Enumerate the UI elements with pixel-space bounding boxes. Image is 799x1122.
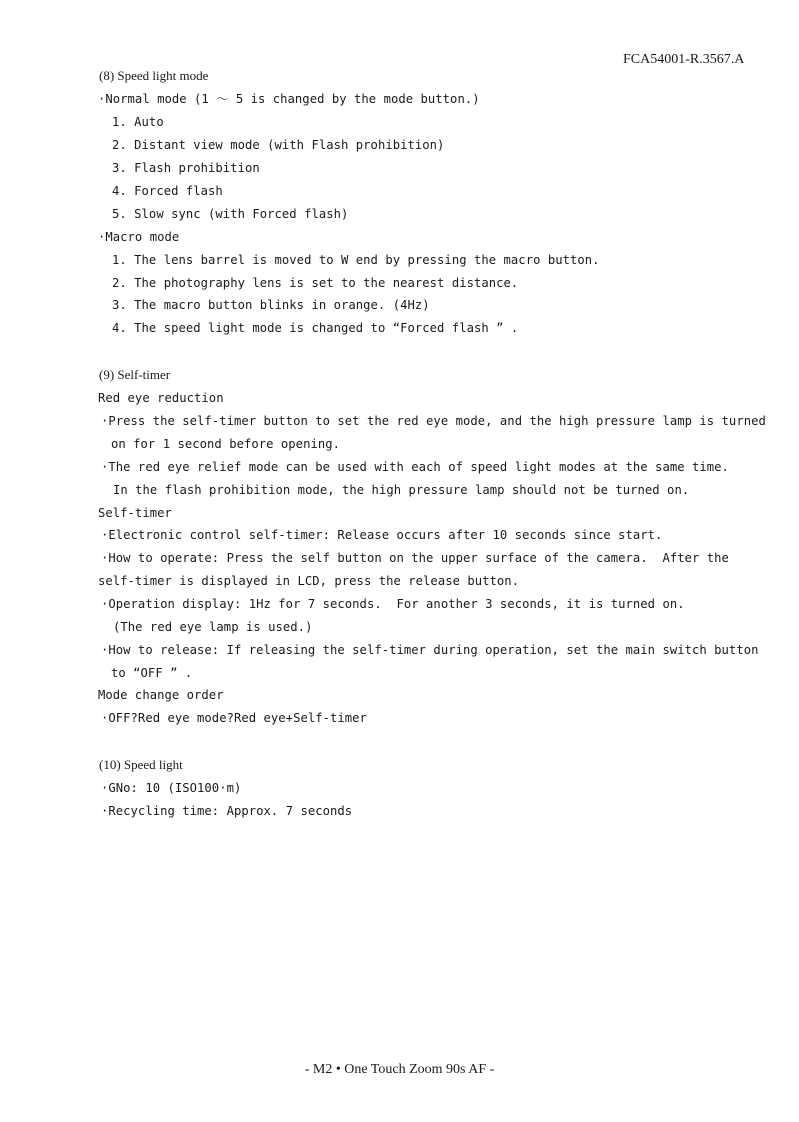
document-id: FCA54001-R.3567.A (623, 52, 745, 67)
macro-item: 4. The speed light mode is changed to “Forced flash ” . (112, 321, 519, 335)
self-timer-heading: Self-timer (98, 506, 172, 520)
section-9-title: (9) Self-timer (99, 367, 171, 382)
section-10-title: (10) Speed light (99, 757, 183, 772)
normal-item: 2. Distant view mode (with Flash prohibition) (112, 138, 445, 152)
red-eye-heading: Red eye reduction (98, 391, 224, 405)
speed-light-line: ·GNo: 10 (ISO100·m) (101, 781, 242, 795)
page-footer: - M2 • One Touch Zoom 90s AF - (304, 1062, 495, 1077)
self-timer-line: ·How to release: If releasing the self-timer during operation, set the main switch button (101, 643, 759, 657)
self-timer-line: (The red eye lamp is used.) (113, 620, 313, 634)
macro-item: 3. The macro button blinks in orange. (4Hz) (112, 298, 430, 312)
speed-light-line: ·Recycling time: Approx. 7 seconds (101, 804, 353, 818)
self-timer-line: ·How to operate: Press the self button on the upper surface of the camera. After the (101, 551, 729, 565)
self-timer-line: ·Operation display: 1Hz for 7 seconds. For another 3 seconds, it is turned on. (101, 597, 685, 611)
red-eye-line: In the flash prohibition mode, the high pressure lamp should not be turned on. (113, 483, 690, 497)
section-8-title: (8) Speed light mode (99, 68, 209, 83)
mode-change-line: ·OFF?Red eye mode?Red eye+Self-timer (101, 711, 367, 725)
mode-change-heading: Mode change order (98, 688, 224, 702)
macro-item: 2. The photography lens is set to the nearest distance. (112, 276, 519, 290)
self-timer-line: to “OFF ” . (111, 666, 193, 680)
red-eye-line: on for 1 second before opening. (111, 437, 341, 451)
normal-item: 1. Auto (112, 115, 164, 129)
red-eye-line: ·The red eye relief mode can be used with each of speed light modes at the same time. (101, 460, 729, 474)
macro-mode-line: ·Macro mode (98, 230, 180, 244)
normal-mode-line: ·Normal mode (1 ～ 5 is changed by the mode button.) (98, 92, 480, 106)
macro-item: 1. The lens barrel is moved to W end by pressing the macro button. (112, 253, 600, 267)
red-eye-line: ·Press the self-timer button to set the red eye mode, and the high pressure lamp is turned (101, 414, 766, 428)
self-timer-line: self-timer is displayed in LCD, press the release button. (98, 574, 520, 588)
normal-item: 4. Forced flash (112, 184, 223, 198)
normal-item: 5. Slow sync (with Forced flash) (112, 207, 349, 221)
self-timer-line: ·Electronic control self-timer: Release occurs after 10 seconds since start. (101, 528, 663, 542)
normal-item: 3. Flash prohibition (112, 161, 260, 175)
